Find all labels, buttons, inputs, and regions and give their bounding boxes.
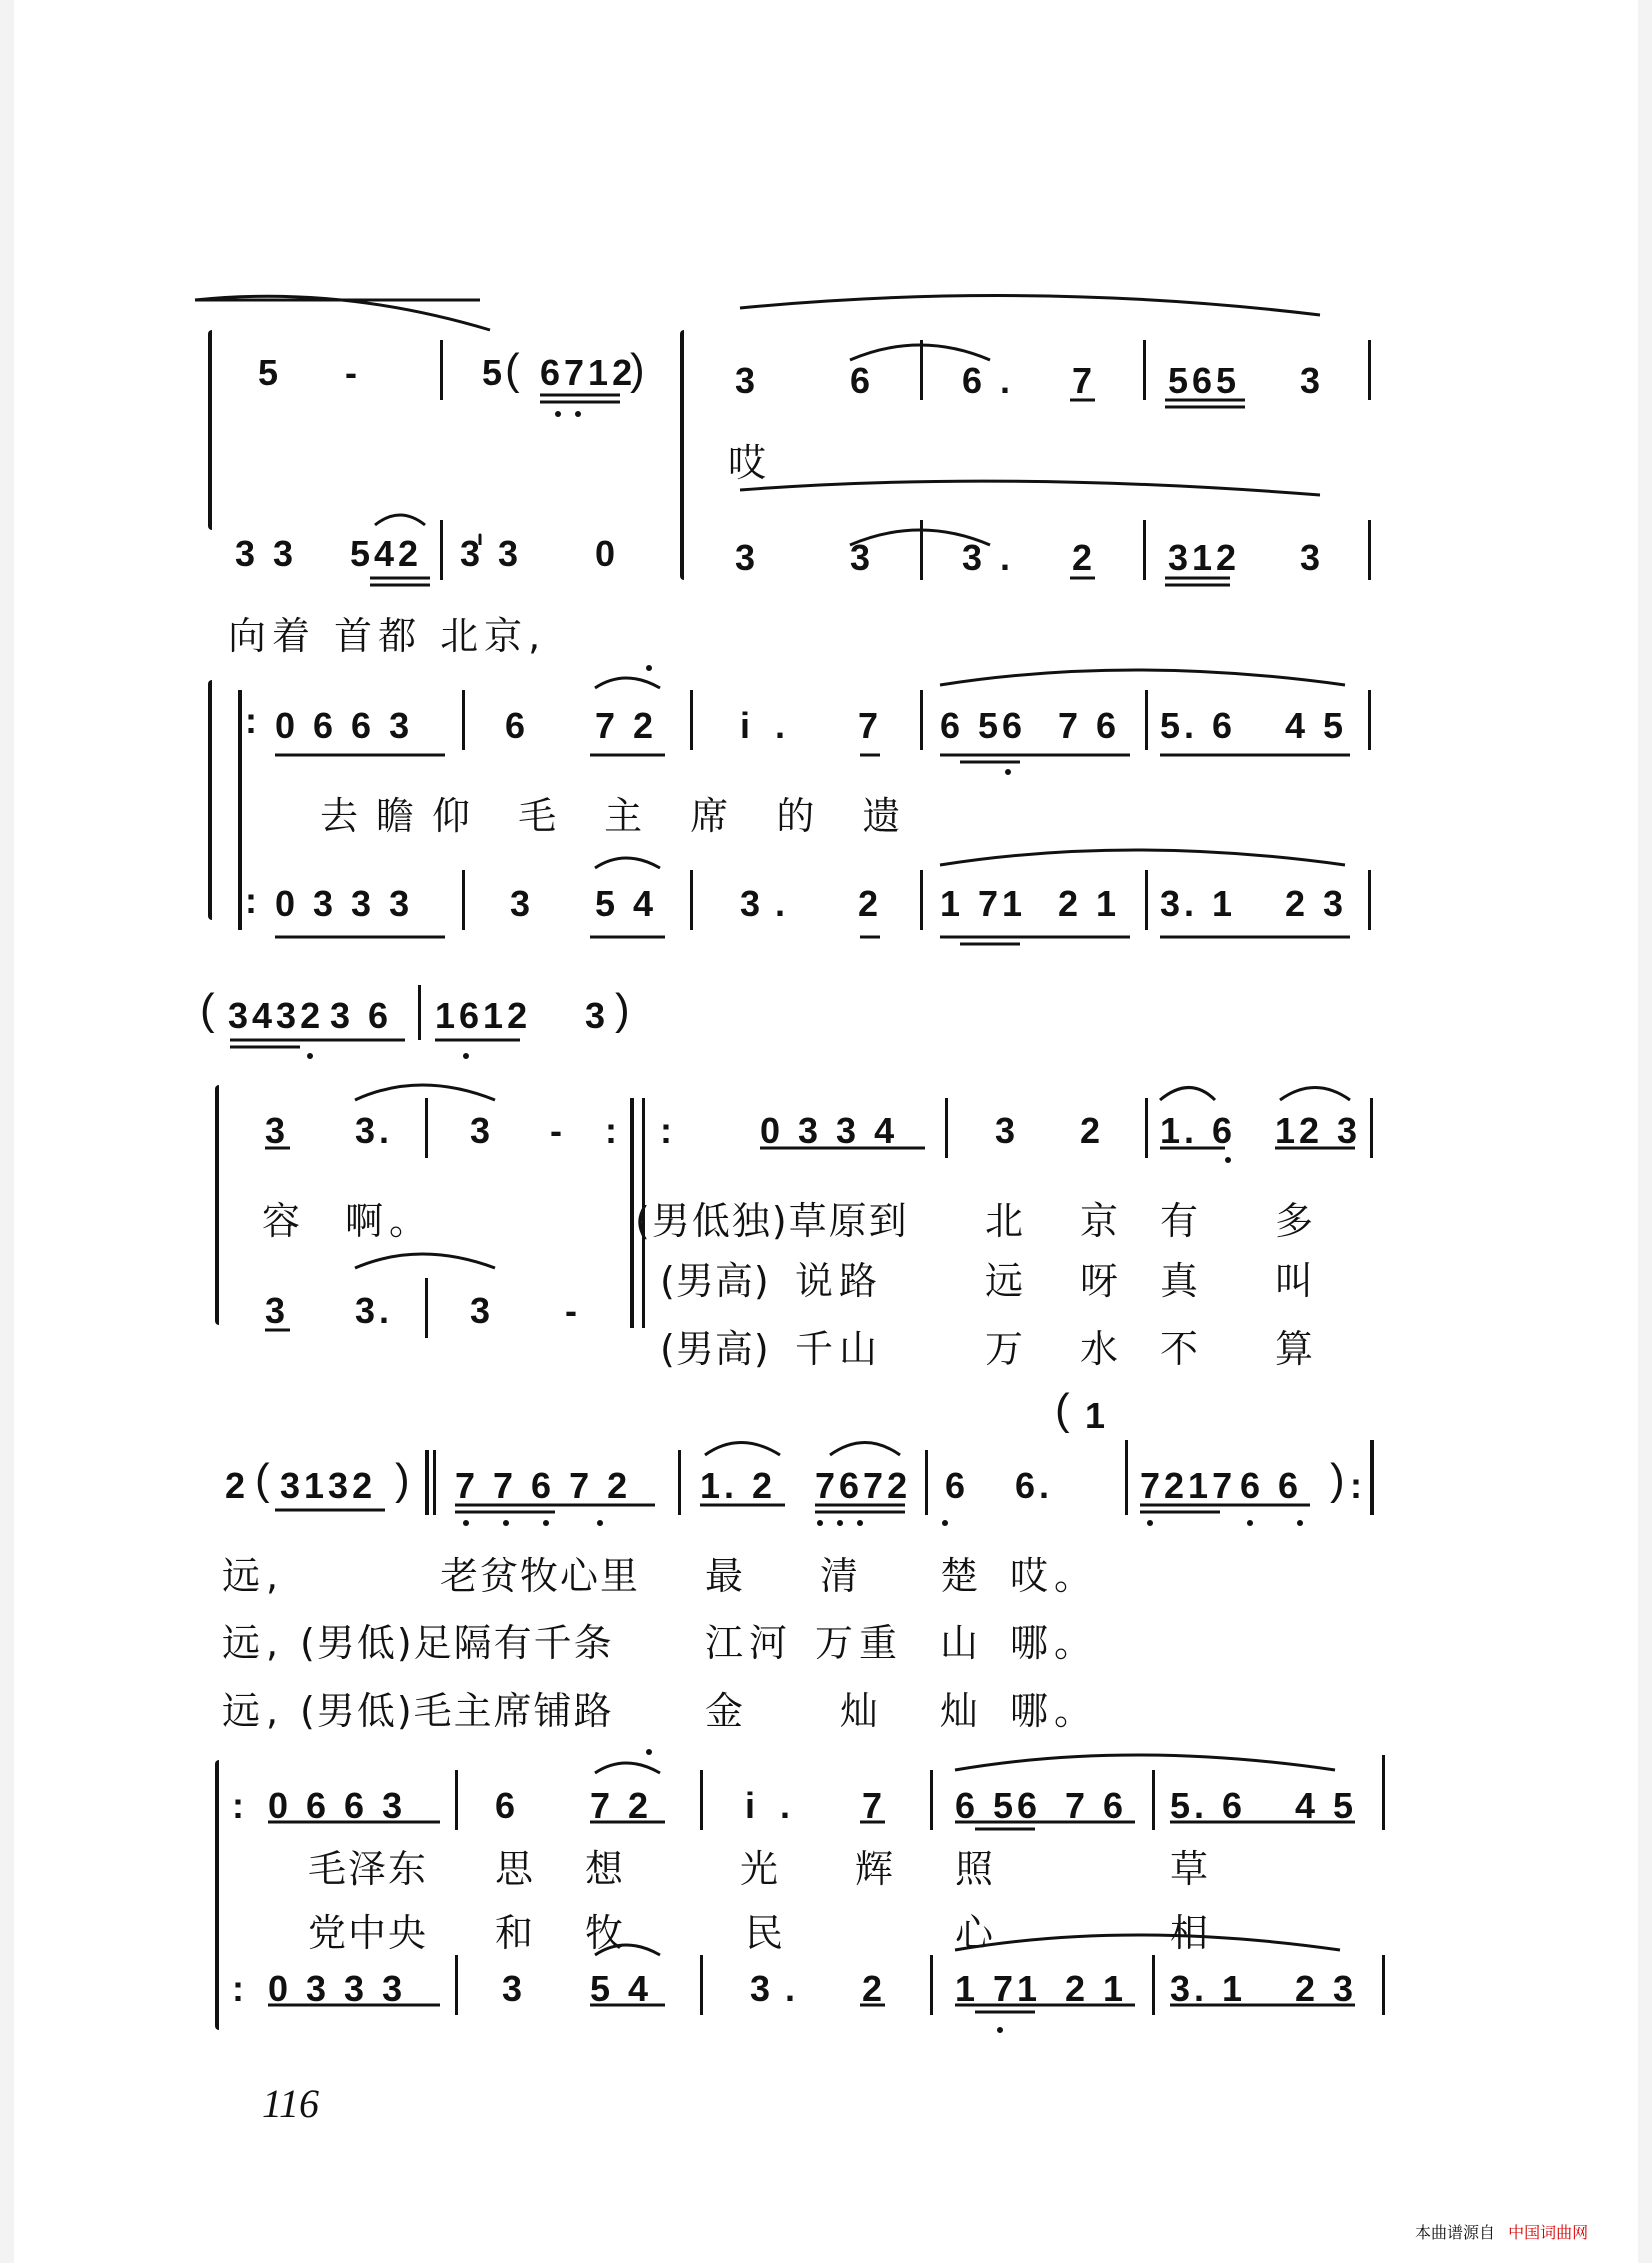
barline — [690, 690, 693, 750]
lyric: 毛泽东 — [308, 1847, 429, 1891]
lyric: 万 — [985, 1327, 1030, 1371]
note: ( — [505, 345, 524, 394]
repeat-sign: : — [660, 1110, 676, 1151]
note-group: 0 3 3 3 — [275, 883, 414, 924]
barline — [1145, 870, 1148, 930]
repeat-barline — [1370, 1440, 1374, 1515]
note-group: 7217 — [1140, 1465, 1237, 1506]
lyric: 算 — [1275, 1327, 1320, 1371]
repeat-sign: : — [1350, 1465, 1366, 1506]
system5-brace — [215, 1760, 219, 2030]
note-group: 7 2 — [590, 1785, 653, 1826]
lyric: 思 — [495, 1847, 540, 1891]
note: 6 — [962, 360, 987, 401]
note-group: 0 3 3 3 — [268, 1968, 407, 2009]
lyric: 光 — [740, 1847, 785, 1891]
barline — [925, 1450, 928, 1515]
repeat-sign: : — [245, 880, 261, 921]
note-group: 1 71 — [940, 883, 1027, 924]
paren: ) — [395, 1455, 414, 1504]
note: . — [785, 1968, 800, 2009]
note-group: 7 7 6 7 2 — [455, 1465, 632, 1506]
note-group: 4 5 — [1295, 1785, 1358, 1826]
note: 3 — [265, 1290, 290, 1331]
note-group: 6 56 — [940, 705, 1027, 746]
paren: ( — [255, 1455, 274, 1504]
lyric: (男高) — [660, 1327, 770, 1371]
repeat-sign: : — [245, 700, 261, 741]
lyric: 灿 — [840, 1689, 885, 1733]
lyric: 京 — [1080, 1199, 1125, 1243]
note: 3 — [265, 1110, 290, 1151]
lyric: 远, — [222, 1554, 285, 1598]
lyric: (男低)足隔有千条 — [300, 1621, 614, 1665]
note: i — [740, 705, 755, 746]
note: . — [775, 705, 790, 746]
note: - — [565, 1290, 581, 1331]
note-group: 2 3 — [1285, 883, 1348, 924]
note-group: 0 6 6 3 — [268, 1785, 407, 1826]
note-group: 0 3 3 4 — [760, 1110, 899, 1151]
note-group: 3 3 — [460, 533, 523, 574]
lyric: 哪。 — [1010, 1689, 1099, 1733]
lyric: 远 — [985, 1259, 1030, 1303]
note: 3 — [850, 537, 875, 578]
repeat-sign: : — [605, 1110, 621, 1151]
barline — [440, 340, 443, 400]
note: 2 — [1080, 1110, 1105, 1151]
lyric: 去瞻仰 毛 主 席 的 遗 — [320, 794, 919, 838]
barline — [425, 1278, 428, 1338]
paren: ( — [200, 985, 219, 1034]
lyric: 牧 — [585, 1911, 630, 1955]
page-number: 116 — [262, 2081, 320, 2126]
source-watermark — [1415, 2220, 1588, 2243]
paren: ( — [1055, 1385, 1074, 1434]
lyric: 相 — [1170, 1911, 1215, 1955]
note: . — [775, 883, 790, 924]
note-group: 312 — [1168, 537, 1241, 578]
note: 3 — [962, 537, 987, 578]
barline — [1368, 870, 1371, 930]
barline — [1368, 520, 1371, 580]
lyric: 不 — [1160, 1327, 1205, 1371]
note: 3 — [502, 1968, 527, 2009]
barline — [1152, 1955, 1155, 2015]
note: 7 — [1072, 360, 1097, 401]
lyric: 和 — [495, 1911, 540, 1955]
lyric: 辉 — [855, 1847, 900, 1891]
note: 6 — [495, 1785, 520, 1826]
lyric: 万重 — [815, 1621, 904, 1665]
barline — [1370, 1098, 1373, 1158]
lyric: (男低)毛主席铺路 — [300, 1689, 614, 1733]
note-group: 1. 2 — [700, 1465, 777, 1506]
barline — [1143, 340, 1146, 400]
note-group: 3. 1 — [1160, 883, 1237, 924]
lyric: 哎 — [728, 441, 773, 485]
lyric: 山 — [940, 1621, 985, 1665]
note: 3 — [585, 995, 610, 1036]
lyric: 呀 — [1080, 1259, 1125, 1303]
note-group: 3432 — [228, 995, 325, 1036]
barline — [418, 985, 421, 1040]
note-group: 6712 — [540, 352, 637, 393]
note: 2 — [862, 1968, 887, 2009]
barline — [1125, 1440, 1128, 1515]
note-group: 6 6 — [1240, 1465, 1303, 1506]
system1-brace — [208, 330, 212, 530]
note-group: 3132 — [280, 1465, 377, 1506]
note: 3. — [355, 1290, 394, 1331]
note-group: 2 3 — [1295, 1968, 1358, 2009]
lyric: 多 — [1275, 1199, 1320, 1243]
lyric: 远, — [222, 1621, 285, 1665]
lyric: 老贫牧心里 — [440, 1554, 641, 1598]
note: . — [1000, 537, 1015, 578]
lyric: 心 — [955, 1911, 1000, 1955]
lyric: 灿 — [940, 1689, 985, 1733]
note: 7 — [858, 705, 883, 746]
barline — [1145, 1098, 1148, 1158]
note-group: 3. 1 — [1170, 1968, 1247, 2009]
repeat-barline — [630, 1098, 634, 1328]
note: 3 — [1300, 360, 1325, 401]
note: ) — [630, 345, 649, 394]
paren: ) — [615, 985, 634, 1034]
note: 5 — [258, 352, 283, 393]
note-group: 7 6 — [1065, 1785, 1128, 1826]
barline — [455, 1770, 458, 1830]
lyric: (男高) — [660, 1259, 770, 1303]
note: 3. — [355, 1110, 394, 1151]
barline — [920, 690, 923, 750]
barline — [1152, 1770, 1155, 1830]
note-group: 5 4 — [590, 1968, 653, 2009]
note-group: 7 2 — [595, 705, 658, 746]
repeat-sign: : — [232, 1785, 248, 1826]
barline — [930, 1770, 933, 1830]
barline — [462, 870, 465, 930]
lyric: 千山 — [795, 1327, 884, 1371]
barline — [700, 1955, 703, 2015]
note-group: 5. 6 — [1160, 705, 1237, 746]
note-group: 0 6 6 3 — [275, 705, 414, 746]
barline — [945, 1098, 948, 1158]
note: 6 — [945, 1465, 970, 1506]
note: 3 — [470, 1110, 495, 1151]
note: 2 — [858, 883, 883, 924]
note-group: 1. 6 — [1160, 1110, 1237, 1151]
note: 5 — [482, 352, 507, 393]
barline — [455, 1955, 458, 2015]
barline — [678, 1450, 681, 1515]
lyric: (男低独)草原到 — [635, 1199, 909, 1243]
note: - — [345, 352, 361, 393]
barline — [700, 1770, 703, 1830]
lyric: 向着 首都 北京, — [228, 614, 547, 658]
paren: ) — [1330, 1455, 1349, 1504]
barline — [930, 1955, 933, 2015]
note-group: 4 5 — [1285, 705, 1348, 746]
lyric: 叫 — [1275, 1259, 1320, 1303]
lyric: 有 — [1160, 1199, 1205, 1243]
barline — [440, 520, 443, 580]
note: 0 — [595, 533, 620, 574]
lyric: 清 — [820, 1554, 865, 1598]
lyric: 想 — [585, 1847, 630, 1891]
barline — [425, 1450, 429, 1515]
lyric: 照 — [955, 1847, 1000, 1891]
watermark-site[interactable]: 中国词曲网 — [1508, 2223, 1589, 2242]
barline — [920, 340, 923, 400]
note-group: 565 — [1168, 360, 1241, 401]
note: - — [550, 1110, 566, 1151]
note: . — [1000, 360, 1015, 401]
lyric: 远, — [222, 1689, 285, 1733]
barline — [462, 690, 465, 750]
lyric: 江河 — [705, 1621, 794, 1665]
barline — [1368, 690, 1371, 750]
note-group: 6 56 — [955, 1785, 1042, 1826]
barline — [433, 1450, 436, 1515]
repeat-barline — [238, 690, 242, 930]
barline — [1382, 1755, 1385, 1830]
lyric: 水 — [1080, 1327, 1125, 1371]
note-group: 12 3 — [1275, 1110, 1362, 1151]
note-group: 542 — [350, 533, 423, 574]
system3-brace — [215, 1085, 219, 1325]
note-group: 1 71 — [955, 1968, 1042, 2009]
note-group: 3 3 — [235, 533, 298, 574]
lyric: 容 — [262, 1199, 307, 1243]
lyric: 真 — [1160, 1259, 1205, 1303]
repeat-sign: : — [232, 1968, 248, 2009]
lyric: 草 — [1170, 1847, 1215, 1891]
note-group: 2 1 — [1058, 883, 1121, 924]
note: 6. — [1015, 1465, 1054, 1506]
note: 2 — [225, 1465, 250, 1506]
lyric: 啊。 — [345, 1199, 434, 1243]
lyric: 哎。 — [1010, 1554, 1099, 1598]
note: 6 — [850, 360, 875, 401]
note: 7 — [862, 1785, 887, 1826]
system2-brace — [208, 680, 212, 920]
watermark-prefix: 本曲谱源自 — [1415, 2223, 1496, 2242]
note: 6 — [505, 705, 530, 746]
barline — [425, 1098, 428, 1158]
note-group: 3 6 — [330, 995, 393, 1036]
barline — [920, 520, 923, 580]
note: 2 — [1072, 537, 1097, 578]
note: 3 — [750, 1968, 775, 2009]
system1-brace-right — [680, 330, 684, 580]
note: 3 — [735, 537, 760, 578]
note: 3 — [995, 1110, 1020, 1151]
note: 3 — [510, 883, 535, 924]
note: 3 — [740, 883, 765, 924]
barline — [1143, 520, 1146, 580]
barline — [690, 870, 693, 930]
note: . — [780, 1785, 795, 1826]
lyric: 金 — [705, 1689, 750, 1733]
barline — [1382, 1955, 1385, 2015]
barline — [1145, 690, 1148, 750]
note-group: 5 4 — [595, 883, 658, 924]
note-group: 7672 — [815, 1465, 912, 1506]
barline — [920, 870, 923, 930]
note: 3 — [470, 1290, 495, 1331]
barline — [1368, 340, 1371, 400]
lyric: 民 — [745, 1911, 790, 1955]
note: i — [745, 1785, 760, 1826]
note-group: 2 1 — [1065, 1968, 1128, 2009]
lyric: 最 — [705, 1554, 750, 1598]
note: 3 — [735, 360, 760, 401]
note-group: 7 6 — [1058, 705, 1121, 746]
lyric: 北 — [985, 1199, 1030, 1243]
lyric: 哪。 — [1010, 1621, 1099, 1665]
note-group: 5. 6 — [1170, 1785, 1247, 1826]
note: 1 — [1085, 1395, 1110, 1436]
note: 3 — [1300, 537, 1325, 578]
lyric: 党中央 — [308, 1911, 429, 1955]
note-group: 1612 — [435, 995, 532, 1036]
lyric: 楚 — [940, 1554, 985, 1598]
lyric: 说路 — [795, 1259, 884, 1303]
